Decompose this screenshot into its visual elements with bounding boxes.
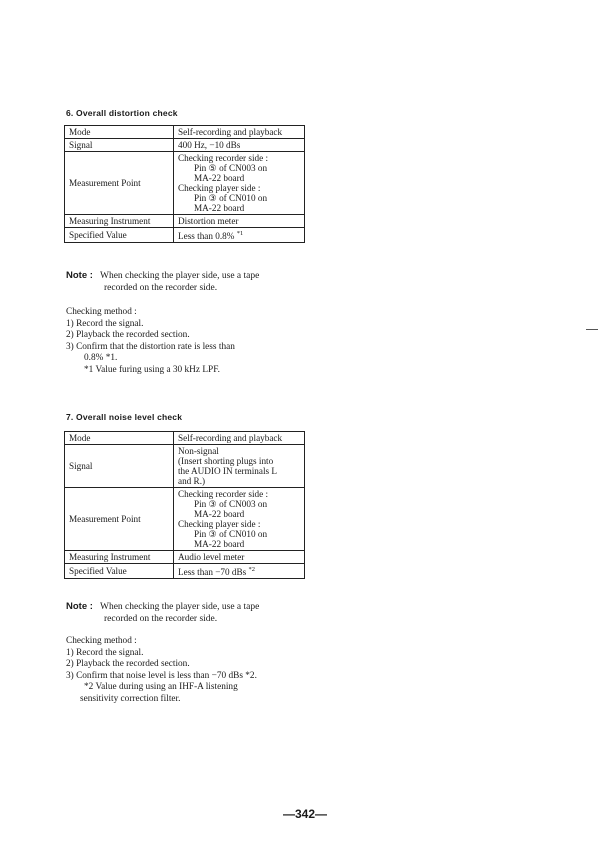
method-step: 1) Record the signal. xyxy=(66,318,144,329)
method-step: 0.8% *1. xyxy=(84,353,118,364)
measurement-point-value xyxy=(174,152,305,215)
mode-label: Mode xyxy=(65,432,174,445)
point-line: MA-22 board xyxy=(194,203,245,213)
instrument-value: Distortion meter xyxy=(174,215,305,228)
signal-label: Signal xyxy=(65,445,174,488)
section-6-heading: 6. Overall distortion check xyxy=(66,108,178,118)
instrument-label: Measuring Instrument xyxy=(65,215,174,228)
section-7-method xyxy=(66,636,312,706)
method-step: 2) Playback the recorded section. xyxy=(66,330,190,341)
section-7-note xyxy=(66,601,312,625)
measurement-point-label: Measurement Point xyxy=(65,152,174,215)
distortion-spec-table xyxy=(64,125,305,243)
table-row xyxy=(65,551,305,564)
point-line: Pin ⑤ of CN003 on xyxy=(194,163,268,173)
point-line: Checking player side : xyxy=(178,183,261,193)
measurement-point-label: Measurement Point xyxy=(65,488,174,551)
note-text: recorded on the recorder side. xyxy=(104,614,218,624)
noise-spec-table xyxy=(64,431,305,579)
section-6-method xyxy=(66,307,312,377)
point-line: Checking player side : xyxy=(178,519,261,529)
mode-value: Self-recording and playback xyxy=(174,432,305,445)
note-label: Note : xyxy=(66,270,93,281)
measurement-point-value xyxy=(174,488,305,551)
footnote: sensitivity correction filter. xyxy=(80,693,181,704)
instrument-value: Audio level meter xyxy=(174,551,305,564)
signal-line: (Insert shorting plugs into xyxy=(178,456,274,466)
point-line: MA-22 board xyxy=(194,539,245,549)
method-step: 3) Confirm that the distortion rate is less than xyxy=(66,341,235,352)
signal-line: the AUDIO IN terminals L xyxy=(178,466,277,476)
method-step: 3) Confirm that noise level is less than −70 dBs *2. xyxy=(66,670,257,681)
method-step: 1) Record the signal. xyxy=(66,647,144,658)
mode-label: Mode xyxy=(65,126,174,139)
footnote-mark: *2 xyxy=(248,566,256,573)
table-row xyxy=(65,139,305,152)
signal-value: 400 Hz, −10 dBs xyxy=(174,139,305,152)
table-row xyxy=(65,152,305,215)
specified-text: Less than 0.8% xyxy=(178,231,235,242)
specified-label: Specified Value xyxy=(65,228,174,243)
note-text: recorded on the recorder side. xyxy=(104,283,218,293)
section-7-heading: 7. Overall noise level check xyxy=(66,412,183,422)
footnote: *1 Value furing using a 30 kHz LPF. xyxy=(84,364,220,375)
table-row xyxy=(65,215,305,228)
note-text: When checking the player side, use a tape xyxy=(100,602,260,612)
specified-label: Specified Value xyxy=(65,564,174,579)
signal-label: Signal xyxy=(65,139,174,152)
specified-value xyxy=(174,564,305,579)
method-step: 2) Playback the recorded section. xyxy=(66,659,190,670)
signal-value xyxy=(174,445,305,488)
method-title: Checking method : xyxy=(66,636,137,646)
signal-line: and R.) xyxy=(178,476,206,486)
table-row xyxy=(65,432,305,445)
section-6-note xyxy=(66,270,312,294)
specified-value xyxy=(174,228,305,243)
table-row xyxy=(65,488,305,551)
note-label: Note : xyxy=(66,601,93,612)
margin-mark xyxy=(586,329,598,330)
method-title: Checking method : xyxy=(66,307,137,317)
specified-text: Less than −70 dBs xyxy=(178,567,247,578)
note-text: When checking the player side, use a tape xyxy=(100,271,260,281)
table-row xyxy=(65,564,305,579)
footnote: *2 Value during using an IHF-A listening xyxy=(84,682,238,693)
table-row xyxy=(65,126,305,139)
point-line: MA-22 board xyxy=(194,509,245,519)
point-line: Checking recorder side : xyxy=(178,489,269,499)
point-line: Pin ③ of CN010 on xyxy=(194,529,268,539)
table-row xyxy=(65,445,305,488)
point-line: Checking recorder side : xyxy=(178,153,269,163)
point-line: Pin ③ of CN010 on xyxy=(194,193,268,203)
signal-line: Non-signal xyxy=(178,446,219,456)
table-row xyxy=(65,228,305,243)
mode-value: Self-recording and playback xyxy=(174,126,305,139)
footnote-mark: *1 xyxy=(236,230,244,237)
point-line: MA-22 board xyxy=(194,173,245,183)
page-number: —342— xyxy=(283,807,328,821)
point-line: Pin ③ of CN003 on xyxy=(194,499,268,509)
instrument-label: Measuring Instrument xyxy=(65,551,174,564)
